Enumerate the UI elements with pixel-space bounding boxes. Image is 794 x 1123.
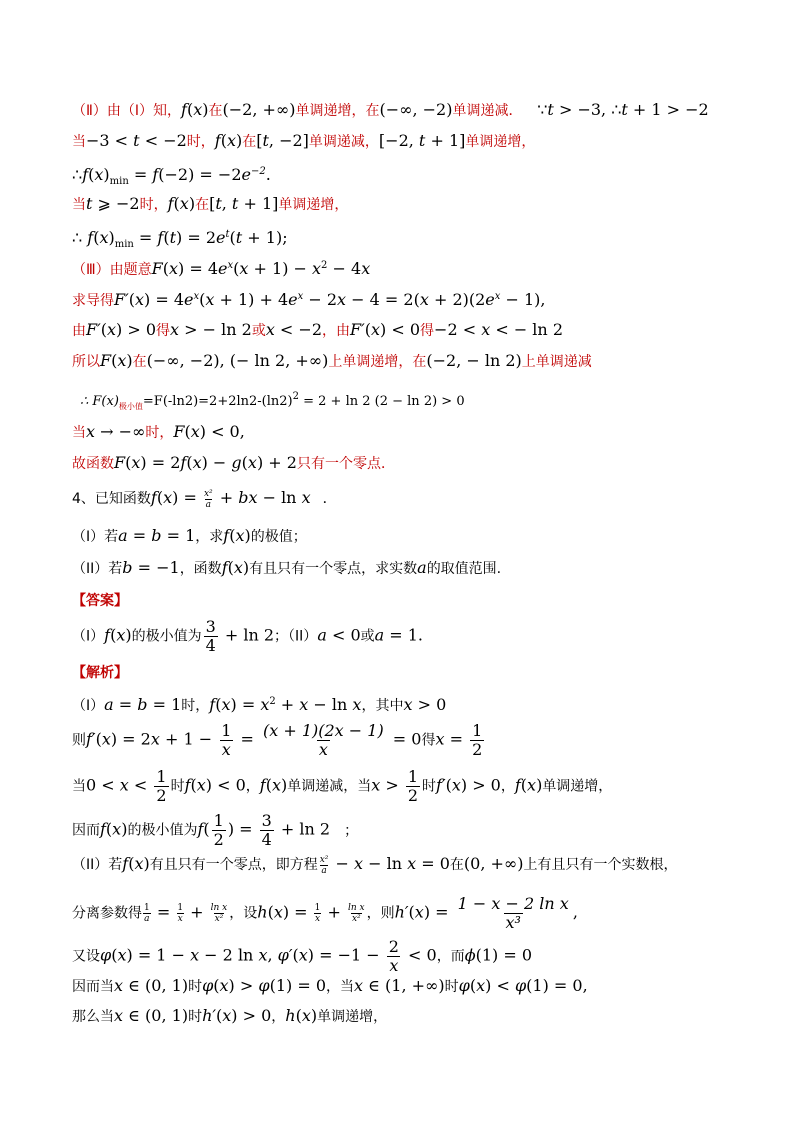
problem-4-q1: （I）若a = b = 1，求f(x)的极值； (72, 526, 307, 545)
line-part2-4: 当t ⩾ −2时，f(x)在[t, t + 1]单调递增， (72, 194, 349, 213)
solution-line-8: 因而当x ∈ (0, 1)时φ(x) > φ(1) = 0，当x ∈ (1, +∞)时φ(x) < φ(1) = 0, (72, 976, 588, 995)
line-part2-5: ∴ $f(x)_{min} = f(t) = 2e^t(t + 1)$; (72, 228, 288, 250)
analysis-label: 【解析】 (72, 665, 128, 681)
line-part2-1: （Ⅱ）由（Ⅰ）知，f(x)在(−2, +∞)单调递增，在(−∞, −2)单调递减． ∵t > −3, ∴t + 1 > −2 (72, 100, 709, 119)
line-part3-6: 当x → −∞时，F(x) < 0, (72, 422, 245, 441)
answer-label: 【答案】 (72, 593, 128, 609)
line-part3-2: 求导得$F'(x) = 4e^x(x + 1) + 4e^x - 2x - 4 = 2(x + 2)(2e^x - 1)$, (72, 290, 546, 309)
line-part2-2: 当−3 < t < −2时，f(x)在[t, −2]单调递减，[−2, t + 1]单调递增， (72, 131, 536, 150)
problem-4-q2: （II）若b = −1，函数f(x)有且只有一个零点，求实数a的取值范围. (72, 558, 502, 577)
solution-line-7: 又设φ(x) = 1 − x − 2 ln x, φ′(x) = −1 − $\frac{2}{x}$ < 0，而ϕ(1) = 0 (72, 937, 533, 975)
line-part3-1: （Ⅲ）由题意$F(x) = 4e^x(x + 1) - x^2 - 4x$ (72, 259, 371, 278)
answer-line: （I）f(x)的极小值为 $\frac{3}{4}$ + ln 2；（II）a < 0或a = 1. (72, 617, 424, 655)
solution-line-1: （I）a = b = 1时，$f(x) = x^2 + x - \ln x$，其中x > 0 (72, 695, 447, 714)
line-part3-4: 所以F(x)在(−∞, −2), (− ln 2, +∞)上单调递增，在(−2, − ln 2)上单调递减 (72, 351, 592, 370)
solution-line-5: （II）若f(x)有且只有一个零点，即方程 $\frac{\text{x²}}{a}$ − x − ln x = 0在(0, +∞)上有且只有一个实数根， (72, 854, 678, 876)
solution-line-6: 分离参数得 $\frac{1}{a}$ = $\frac{1}{x}$ + $\frac{\text{ln x}}{\text{x²}}$ ，设h(x) = $\frac{1}{x}$ + $\frac{\text{ln x}}{\text{x²}}$ ，则h′(x) = $\frac{\text{1 − x − 2 ln x}}{\text{x³}}$ , (72, 894, 578, 932)
solution-line-2: 则f′(x) = 2x + 1 − $\frac{1}{x}$ = $\frac{(x + 1)(2x - 1)}{x}$ = 0得x = $\frac{1}{2}$ (72, 721, 483, 759)
solution-line-4: 因而f(x)的极小值为f( $\frac{1}{2}$ ) = $\frac{3}{4}$ + ln 2 ； (72, 811, 359, 849)
solution-line-9: 那么当x ∈ (0, 1)时h′(x) > 0，h(x)单调递增， (72, 1006, 388, 1025)
line-part2-3: $\therefore f(x)_{min} = f(-2) = -2e^{-2}$. (72, 165, 271, 187)
line-part3-7: 故函数F(x) = 2f(x) − g(x) + 2只有一个零点． (72, 453, 395, 472)
line-part3-5: ∴ $F(x)_{极小值}=F(-\ln 2)=2+2\ln 2-(\ln 2)^2 = 2 + \ln 2$ (2 − ln 2) > 0 (80, 391, 465, 411)
problem-4-title: 4、已知函数f(x) = $\frac{\text{x²}}{a}$ + bx − ln x ． (72, 488, 337, 510)
line-part3-3: 由F′(x) > 0得x > − ln 2或x < −2，由F′(x) < 0得−2 < x < − ln 2 (72, 320, 563, 339)
solution-line-3: 当0 < x < $\frac{1}{2}$ 时f(x) < 0，f(x)单调递减，当x > $\frac{1}{2}$ 时f′(x) > 0，f(x)单调递增， (72, 767, 613, 805)
